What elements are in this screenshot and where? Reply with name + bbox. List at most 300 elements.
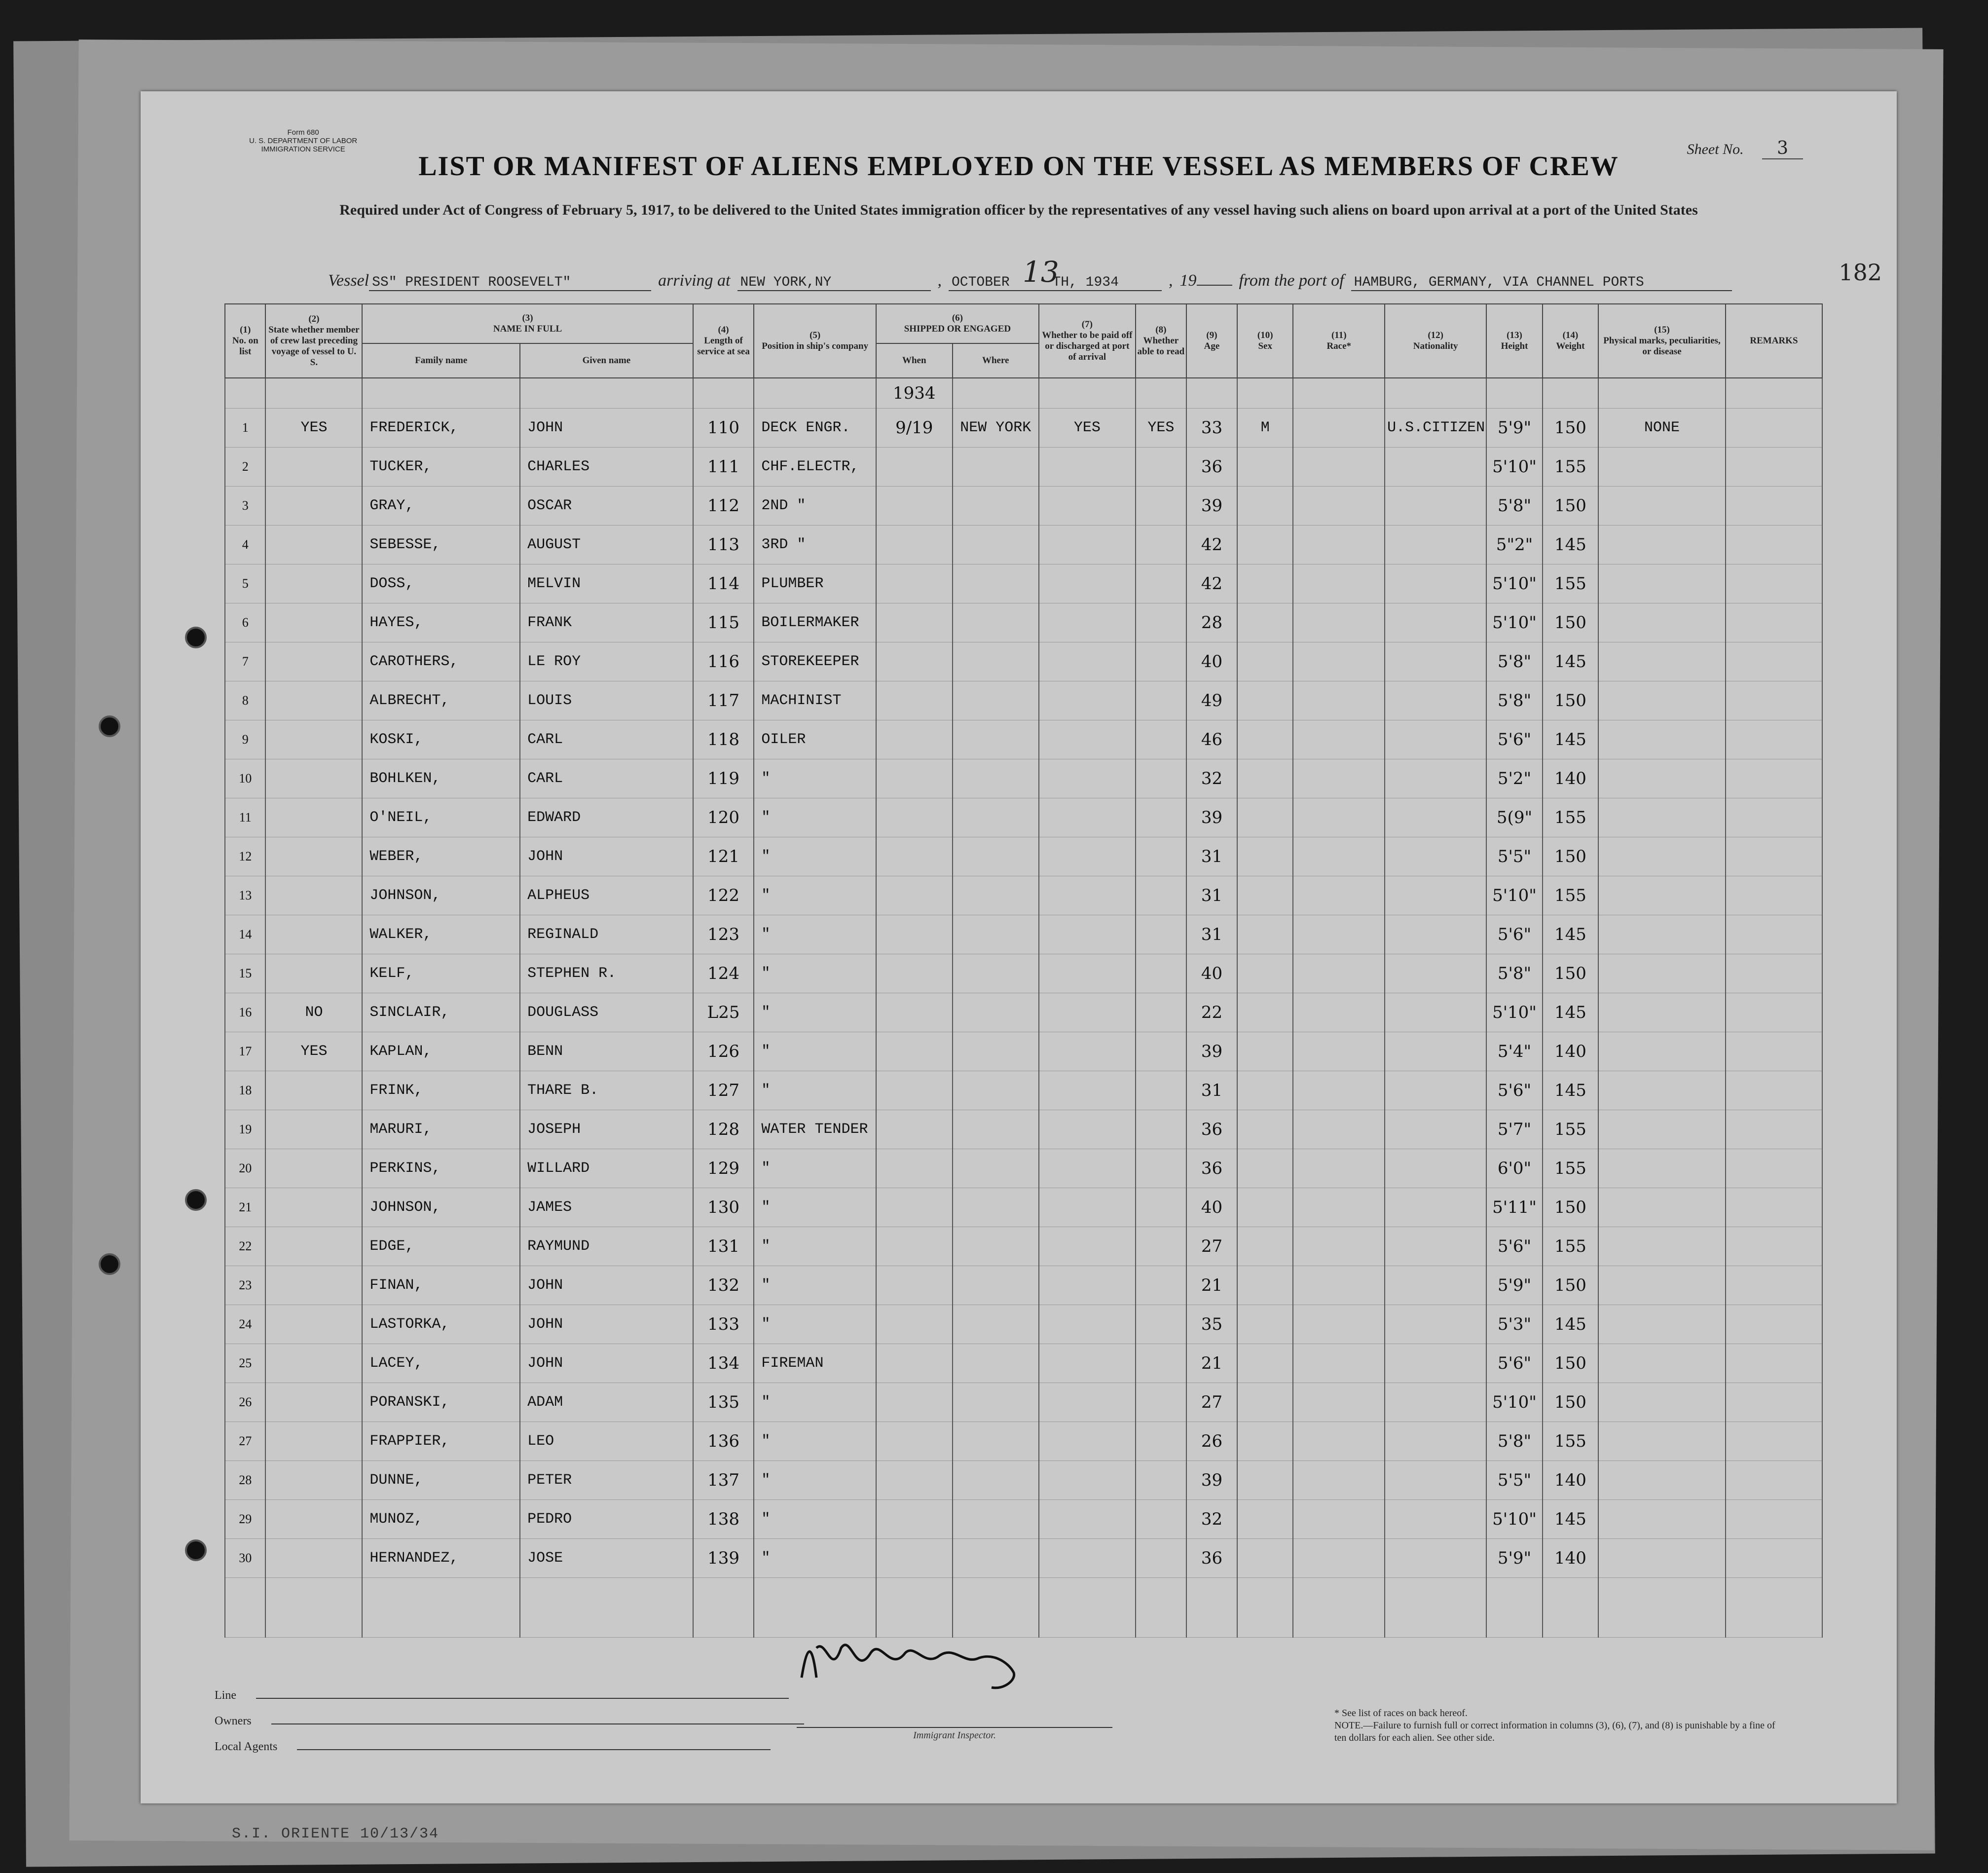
position-cell: " <box>754 1149 876 1188</box>
prev-voyage-cell <box>265 1422 362 1461</box>
age-cell: 21 <box>1186 1266 1237 1305</box>
nationality-cell <box>1385 564 1486 603</box>
local-agents-label: Local Agents <box>215 1740 278 1753</box>
physical-marks-cell <box>1598 1422 1726 1461</box>
height-cell: 5'7" <box>1486 1110 1542 1149</box>
paid-off-cell <box>1039 915 1136 954</box>
given-name-cell: CARL <box>520 759 693 798</box>
prev-voyage-cell <box>265 798 362 837</box>
family-name-cell: HAYES, <box>362 603 520 642</box>
paid-off-cell <box>1039 525 1136 564</box>
given-name-cell: RAYMUND <box>520 1227 693 1266</box>
able-to-read-cell <box>1136 642 1186 681</box>
position-cell: PLUMBER <box>754 564 876 603</box>
family-name-cell: FRAPPIER, <box>362 1422 520 1461</box>
table-row <box>225 1110 1822 1149</box>
race-cell <box>1293 798 1385 837</box>
row-number-cell: 1 <box>225 409 265 448</box>
row-number-cell: 30 <box>225 1539 265 1578</box>
able-to-read-cell <box>1136 1539 1186 1578</box>
given-name-cell: CARL <box>520 720 693 759</box>
line-field[interactable] <box>256 1698 789 1699</box>
age-cell: 31 <box>1186 915 1237 954</box>
shipped-when-cell <box>876 1500 953 1539</box>
shipped-when-cell <box>876 1188 953 1227</box>
race-cell <box>1293 1461 1385 1500</box>
table-row <box>225 759 1822 798</box>
empty-cell <box>1293 1578 1385 1638</box>
nationality-cell <box>1385 1266 1486 1305</box>
age-cell: 31 <box>1186 837 1237 876</box>
remarks-cell <box>1726 681 1822 720</box>
age-cell: 39 <box>1186 798 1237 837</box>
shipped-when-cell <box>876 876 953 915</box>
nationality-cell <box>1385 837 1486 876</box>
remarks-cell <box>1726 876 1822 915</box>
table-row <box>225 915 1822 954</box>
nationality-cell <box>1385 954 1486 993</box>
arriving-label: arriving at <box>658 271 731 290</box>
shipped-year: 1934 <box>876 378 953 409</box>
service-length-cell: 138 <box>693 1500 754 1539</box>
age-cell: 35 <box>1186 1305 1237 1344</box>
physical-marks-cell <box>1598 1305 1726 1344</box>
row-number-cell: 25 <box>225 1344 265 1383</box>
row-number-cell: 19 <box>225 1110 265 1149</box>
able-to-read-cell <box>1136 954 1186 993</box>
nationality-cell <box>1385 1461 1486 1500</box>
height-cell: 5'8" <box>1486 642 1542 681</box>
shipped-when-cell <box>876 759 953 798</box>
given-name-cell: JOHN <box>520 1266 693 1305</box>
service-length-cell: 127 <box>693 1071 754 1110</box>
prev-voyage-cell: YES <box>265 409 362 448</box>
race-note: * See list of races on back hereof. <box>1334 1708 1468 1719</box>
given-name-cell: JOHN <box>520 409 693 448</box>
prev-voyage-cell: NO <box>265 993 362 1032</box>
weight-cell: 140 <box>1543 1539 1598 1578</box>
able-to-read-cell <box>1136 525 1186 564</box>
family-name-cell: LASTORKA, <box>362 1305 520 1344</box>
given-name-cell: LOUIS <box>520 681 693 720</box>
sex-cell <box>1237 448 1293 487</box>
row-number-cell: 28 <box>225 1461 265 1500</box>
row-number-cell: 3 <box>225 487 265 525</box>
height-cell: 5'10" <box>1486 1383 1542 1422</box>
able-to-read-cell <box>1136 1383 1186 1422</box>
physical-marks-cell <box>1598 1110 1726 1149</box>
remarks-cell <box>1726 720 1822 759</box>
prev-voyage-cell <box>265 1500 362 1539</box>
race-cell <box>1293 915 1385 954</box>
age-cell: 36 <box>1186 448 1237 487</box>
table-row <box>225 487 1822 525</box>
owner-info <box>215 1683 804 1760</box>
position-cell: CHF.ELECTR, <box>754 448 876 487</box>
col-height-header: (13) Height <box>1486 304 1542 378</box>
service-length-cell: 117 <box>693 681 754 720</box>
physical-marks-cell <box>1598 798 1726 837</box>
given-name-cell: CHARLES <box>520 448 693 487</box>
height-cell: 5'8" <box>1486 1422 1542 1461</box>
given-name-cell: ADAM <box>520 1383 693 1422</box>
able-to-read-cell <box>1136 1149 1186 1188</box>
vessel-name: SS" PRESIDENT ROOSEVELT" <box>369 275 651 291</box>
line-label: Line <box>215 1689 236 1702</box>
empty-cell <box>362 1578 520 1638</box>
empty-cell <box>1726 1578 1822 1638</box>
sex-cell <box>1237 915 1293 954</box>
given-name-cell: JOHN <box>520 1305 693 1344</box>
prev-voyage-cell <box>265 1539 362 1578</box>
shipped-when-cell <box>876 564 953 603</box>
table-row <box>225 448 1822 487</box>
height-cell: 6'0" <box>1486 1149 1542 1188</box>
physical-marks-cell <box>1598 1188 1726 1227</box>
position-cell: BOILERMAKER <box>754 603 876 642</box>
paid-off-cell <box>1039 876 1136 915</box>
shipped-when-cell <box>876 1422 953 1461</box>
weight-cell: 145 <box>1543 993 1598 1032</box>
col-no-header: (1) No. on list <box>225 304 265 378</box>
remarks-cell <box>1726 1383 1822 1422</box>
nationality-cell <box>1385 915 1486 954</box>
arrival-month: OCTOBER <box>952 275 1010 290</box>
col-service-header: (4) Length of service at sea <box>693 304 754 378</box>
able-to-read-cell <box>1136 720 1186 759</box>
owners-field[interactable] <box>271 1723 804 1724</box>
family-name-cell: PERKINS, <box>362 1149 520 1188</box>
table-row <box>225 1500 1822 1539</box>
paid-off-cell <box>1039 1344 1136 1383</box>
from-label: from the port of <box>1239 271 1344 290</box>
inspector-signature <box>797 1618 1033 1692</box>
sex-cell <box>1237 1344 1293 1383</box>
age-cell: 39 <box>1186 1032 1237 1071</box>
age-cell: 40 <box>1186 954 1237 993</box>
sex-cell <box>1237 1032 1293 1071</box>
nationality-cell <box>1385 448 1486 487</box>
family-name-cell: JOHNSON, <box>362 876 520 915</box>
prev-voyage-cell <box>265 525 362 564</box>
shipped-when-cell <box>876 1149 953 1188</box>
service-length-cell: 133 <box>693 1305 754 1344</box>
age-cell: 46 <box>1186 720 1237 759</box>
paid-off-cell: YES <box>1039 409 1136 448</box>
arrival-day: 13 <box>1023 255 1059 289</box>
service-length-cell: 114 <box>693 564 754 603</box>
race-cell <box>1293 1539 1385 1578</box>
able-to-read-cell <box>1136 876 1186 915</box>
manifest-page <box>141 91 1897 1803</box>
sheet-value: 3 <box>1762 138 1803 159</box>
prev-voyage-cell <box>265 1383 362 1422</box>
height-cell: 5"2" <box>1486 525 1542 564</box>
shipped-when-cell <box>876 798 953 837</box>
table-row <box>225 720 1822 759</box>
row-number-cell: 18 <box>225 1071 265 1110</box>
prev-voyage-cell <box>265 1266 362 1305</box>
height-cell: 5'9" <box>1486 1539 1542 1578</box>
physical-marks-cell <box>1598 1461 1726 1500</box>
punch-hole <box>185 1539 207 1561</box>
race-cell <box>1293 1110 1385 1149</box>
physical-marks-cell <box>1598 681 1726 720</box>
remarks-cell <box>1726 603 1822 642</box>
form-identifier <box>249 128 357 153</box>
paid-off-cell <box>1039 1149 1136 1188</box>
empty-cell <box>1598 1578 1726 1638</box>
position-cell: " <box>754 759 876 798</box>
vessel-label: Vessel <box>328 271 369 290</box>
shipped-when-cell <box>876 603 953 642</box>
position-cell: WATER TENDER <box>754 1110 876 1149</box>
shipped-when-cell <box>876 448 953 487</box>
position-cell: " <box>754 837 876 876</box>
physical-marks-cell <box>1598 603 1726 642</box>
sex-cell <box>1237 1305 1293 1344</box>
prev-voyage-cell: YES <box>265 1032 362 1071</box>
empty-cell <box>1039 1578 1136 1638</box>
shipped-where-cell <box>953 1188 1039 1227</box>
family-name-cell: PORANSKI, <box>362 1383 520 1422</box>
shipped-where-cell <box>953 448 1039 487</box>
able-to-read-cell <box>1136 603 1186 642</box>
service-length-cell: 111 <box>693 448 754 487</box>
sex-cell <box>1237 1227 1293 1266</box>
remarks-cell <box>1726 1071 1822 1110</box>
height-cell: 5'8" <box>1486 954 1542 993</box>
remarks-cell <box>1726 409 1822 448</box>
able-to-read-cell <box>1136 1344 1186 1383</box>
paid-off-cell <box>1039 1188 1136 1227</box>
nationality-cell <box>1385 1500 1486 1539</box>
given-name-cell: REGINALD <box>520 915 693 954</box>
weight-cell: 150 <box>1543 603 1598 642</box>
remarks-cell <box>1726 1344 1822 1383</box>
prev-voyage-cell <box>265 1344 362 1383</box>
remarks-cell <box>1726 993 1822 1032</box>
shipped-where-cell <box>953 1110 1039 1149</box>
height-cell: 5'9" <box>1486 409 1542 448</box>
able-to-read-cell <box>1136 1461 1186 1500</box>
position-cell: " <box>754 1305 876 1344</box>
physical-marks-cell <box>1598 1383 1726 1422</box>
race-cell <box>1293 1344 1385 1383</box>
remarks-cell <box>1726 642 1822 681</box>
paid-off-cell <box>1039 1422 1136 1461</box>
family-name-cell: FREDERICK, <box>362 409 520 448</box>
position-cell: " <box>754 1500 876 1539</box>
nationality-cell <box>1385 1422 1486 1461</box>
table-row <box>225 954 1822 993</box>
race-cell <box>1293 993 1385 1032</box>
race-cell <box>1293 409 1385 448</box>
family-name-cell: JOHNSON, <box>362 1188 520 1227</box>
row-number-cell: 10 <box>225 759 265 798</box>
prev-voyage-cell <box>265 681 362 720</box>
sex-cell <box>1237 1461 1293 1500</box>
weight-cell: 150 <box>1543 1266 1598 1305</box>
nationality-cell <box>1385 1344 1486 1383</box>
sex-cell <box>1237 837 1293 876</box>
age-cell: 36 <box>1186 1149 1237 1188</box>
prev-voyage-cell <box>265 642 362 681</box>
age-cell: 42 <box>1186 525 1237 564</box>
day-suffix: TH, <box>1052 275 1077 290</box>
prev-voyage-cell <box>265 759 362 798</box>
prev-voyage-cell <box>265 876 362 915</box>
sex-cell <box>1237 1266 1293 1305</box>
shipped-where-cell <box>953 1149 1039 1188</box>
age-cell: 22 <box>1186 993 1237 1032</box>
table-row <box>225 1071 1822 1110</box>
family-name-cell: MARURI, <box>362 1110 520 1149</box>
height-cell: 5'11" <box>1486 1188 1542 1227</box>
height-cell: 5'10" <box>1486 564 1542 603</box>
table-row <box>225 1032 1822 1071</box>
prev-voyage-cell <box>265 1110 362 1149</box>
col-paid-off-header: (7) Whether to be paid off or discharged at port of arrival <box>1039 304 1136 378</box>
remarks-cell <box>1726 1500 1822 1539</box>
height-cell: 5'10" <box>1486 876 1542 915</box>
given-name-cell: LE ROY <box>520 642 693 681</box>
local-agents-field[interactable] <box>297 1749 771 1750</box>
family-name-cell: O'NEIL, <box>362 798 520 837</box>
family-name-cell: DOSS, <box>362 564 520 603</box>
arrival-port: NEW YORK,NY <box>737 275 931 291</box>
shipped-when-cell <box>876 993 953 1032</box>
paid-off-cell <box>1039 1032 1136 1071</box>
table-row <box>225 409 1822 448</box>
prev-voyage-cell <box>265 837 362 876</box>
weight-cell: 145 <box>1543 1071 1598 1110</box>
weight-cell: 145 <box>1543 642 1598 681</box>
service-length-cell: 116 <box>693 642 754 681</box>
punch-hole <box>99 715 120 737</box>
form-note <box>1334 1707 1778 1744</box>
shipped-when-cell <box>876 837 953 876</box>
empty-cell <box>1543 1578 1598 1638</box>
service-length-cell: 130 <box>693 1188 754 1227</box>
shipped-where-cell <box>953 603 1039 642</box>
table-row <box>225 681 1822 720</box>
race-cell <box>1293 759 1385 798</box>
physical-marks-cell <box>1598 642 1726 681</box>
remarks-cell <box>1726 564 1822 603</box>
physical-marks-cell <box>1598 487 1726 525</box>
departure-port: HAMBURG, GERMANY, VIA CHANNEL PORTS <box>1351 275 1732 291</box>
physical-marks-cell <box>1598 915 1726 954</box>
service-length-cell: 132 <box>693 1266 754 1305</box>
nationality-cell <box>1385 798 1486 837</box>
sex-cell <box>1237 642 1293 681</box>
index-stamp: S.I. ORIENTE 10/13/34 <box>232 1826 440 1842</box>
service-length-cell: L25 <box>693 993 754 1032</box>
weight-cell: 145 <box>1543 720 1598 759</box>
height-cell: 5'6" <box>1486 1344 1542 1383</box>
family-name-cell: MUNOZ, <box>362 1500 520 1539</box>
given-name-cell: OSCAR <box>520 487 693 525</box>
able-to-read-cell <box>1136 448 1186 487</box>
sex-cell <box>1237 525 1293 564</box>
physical-marks-cell: NONE <box>1598 409 1726 448</box>
able-to-read-cell: YES <box>1136 409 1186 448</box>
shipped-when-cell <box>876 1305 953 1344</box>
weight-cell: 140 <box>1543 1032 1598 1071</box>
nationality-cell <box>1385 720 1486 759</box>
family-name-cell: WALKER, <box>362 915 520 954</box>
row-number-cell: 24 <box>225 1305 265 1344</box>
able-to-read-cell <box>1136 1500 1186 1539</box>
col-family-name-header: Family name <box>362 343 520 378</box>
weight-cell: 150 <box>1543 1383 1598 1422</box>
remarks-cell <box>1726 525 1822 564</box>
paid-off-cell <box>1039 798 1136 837</box>
position-cell: MACHINIST <box>754 681 876 720</box>
age-cell: 28 <box>1186 603 1237 642</box>
physical-marks-cell <box>1598 1266 1726 1305</box>
position-cell: " <box>754 1032 876 1071</box>
shipped-where-cell <box>953 1227 1039 1266</box>
family-name-cell: KOSKI, <box>362 720 520 759</box>
family-name-cell: KELF, <box>362 954 520 993</box>
weight-cell: 155 <box>1543 1110 1598 1149</box>
position-cell: " <box>754 1539 876 1578</box>
shipped-where-cell <box>953 720 1039 759</box>
race-cell <box>1293 642 1385 681</box>
position-cell: " <box>754 1461 876 1500</box>
age-cell: 26 <box>1186 1422 1237 1461</box>
service-length-cell: 118 <box>693 720 754 759</box>
position-cell: " <box>754 915 876 954</box>
able-to-read-cell <box>1136 1227 1186 1266</box>
able-to-read-cell <box>1136 1071 1186 1110</box>
service-length-cell: 121 <box>693 837 754 876</box>
service-length-cell: 119 <box>693 759 754 798</box>
shipped-where-cell <box>953 1071 1039 1110</box>
height-cell: 5'10" <box>1486 1500 1542 1539</box>
position-cell: 3RD " <box>754 525 876 564</box>
height-cell: 5'6" <box>1486 1227 1542 1266</box>
able-to-read-cell <box>1136 993 1186 1032</box>
service-length-cell: 122 <box>693 876 754 915</box>
family-name-cell: GRAY, <box>362 487 520 525</box>
col-remarks-header: REMARKS <box>1726 304 1822 378</box>
row-number-cell: 12 <box>225 837 265 876</box>
weight-cell: 150 <box>1543 837 1598 876</box>
weight-cell: 150 <box>1543 1344 1598 1383</box>
able-to-read-cell <box>1136 1305 1186 1344</box>
shipped-where-cell <box>953 1461 1039 1500</box>
page-subtitle: Required under Act of Congress of February 5, 1917, to be delivered to the United States immigration officer by the representatives of any vessel having such aliens on board upon arrival at a port of the United States <box>339 202 1698 218</box>
able-to-read-cell <box>1136 1188 1186 1227</box>
age-cell: 27 <box>1186 1227 1237 1266</box>
form-number: Form 680 <box>287 128 319 137</box>
nationality-cell <box>1385 642 1486 681</box>
remarks-cell <box>1726 1422 1822 1461</box>
shipped-where-cell <box>953 1305 1039 1344</box>
sex-cell <box>1237 1539 1293 1578</box>
paid-off-cell <box>1039 837 1136 876</box>
given-name-cell: JOHN <box>520 837 693 876</box>
row-number-cell: 2 <box>225 448 265 487</box>
row-number-cell: 20 <box>225 1149 265 1188</box>
col-age-header: (9) Age <box>1186 304 1237 378</box>
row-number-cell: 22 <box>225 1227 265 1266</box>
prev-voyage-cell <box>265 1188 362 1227</box>
position-cell: " <box>754 1266 876 1305</box>
